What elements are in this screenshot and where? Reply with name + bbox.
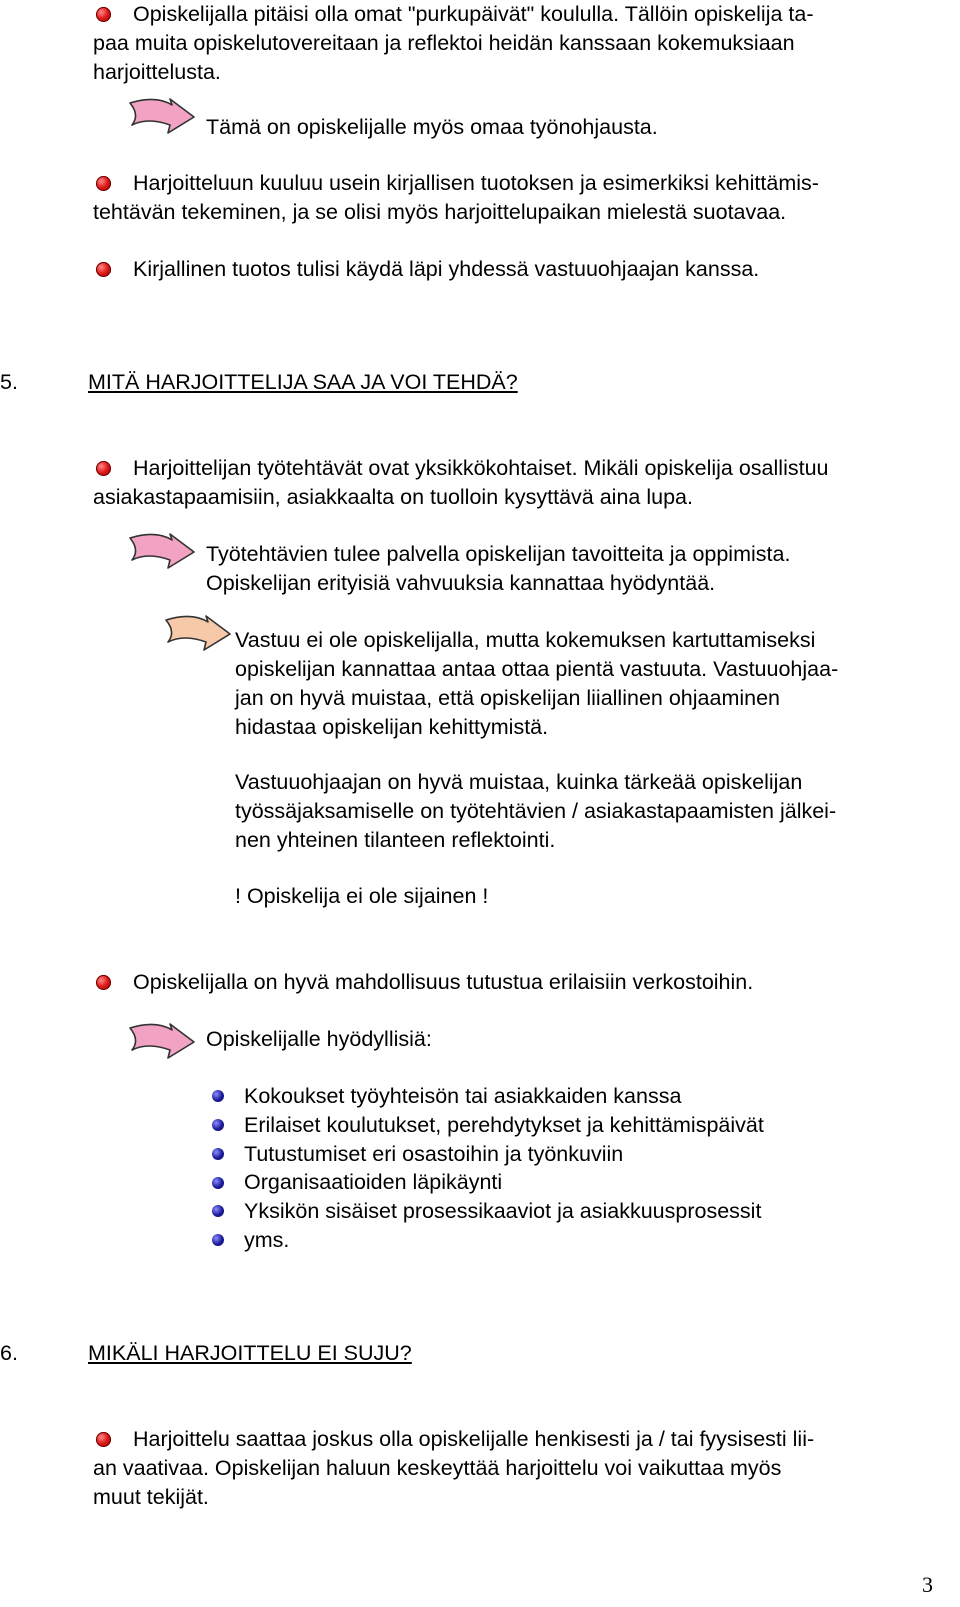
list-item: Organisaatioiden läpikäynti: [244, 1170, 503, 1194]
paragraph-reflektointi: Vastuuohjaajan on hyvä muistaa, kuinka tärkeää opiskelijan työssäjaksamiselle on työtehtävien / asiakastapaamisten jälkei- nen yhteinen tilanteen reflektointi.: [235, 770, 837, 852]
section-6-number: 6.: [0, 1341, 18, 1365]
list-item: Erilaiset koulutukset, perehdytykset ja kehittämispäivät: [244, 1113, 764, 1137]
list-item: Yksikön sisäiset prosessikaaviot ja asiakkuusprosessit: [244, 1199, 762, 1223]
list-bullet-icon: [212, 1205, 224, 1217]
paragraph-tavoitteet: Työtehtävien tulee palvella opiskelijan tavoitteita ja oppimista. Opiskelijan erityisiä vahvuuksia kannattaa hyödyntää.: [206, 542, 791, 595]
list-bullet-icon: [212, 1177, 224, 1189]
list-bullet-icon: [212, 1234, 224, 1246]
page-number: 3: [922, 1572, 933, 1597]
paragraph-ei-sijainen: ! Opiskelija ei ole sijainen !: [235, 884, 489, 908]
paragraph-purkupaivat: Opiskelijalla pitäisi olla omat "purkupäivät" koululla. Tällöin opiskelija ta- paa muita opiskelutovereitaan ja reflektoi heidän kanssaan kokemuksiaan harjoittelusta.: [93, 2, 814, 84]
bullet-icon: [96, 975, 111, 990]
curved-arrow-icon: [126, 95, 198, 139]
section-6-title: MIKÄLI HARJOITTELU EI SUJU?: [88, 1341, 412, 1365]
section-5-number: 5.: [0, 370, 18, 394]
list-bullet-icon: [212, 1090, 224, 1102]
curved-arrow-icon: [162, 612, 234, 656]
list-item: Tutustumiset eri osastoihin ja työnkuviin: [244, 1142, 624, 1166]
list-bullet-icon: [212, 1148, 224, 1160]
list-item: Kokoukset työyhteisön tai asiakkaiden kanssa: [244, 1084, 682, 1108]
list-item: yms.: [244, 1228, 290, 1252]
paragraph-vastuu: Vastuu ei ole opiskelijalla, mutta kokemuksen kartuttamiseksi opiskelijan kannattaa antaa ottaa pientä vastuuta. Vastuuohjaa- jan on hyvä muistaa, että opiskelijan liiallinen ohjaaminen hidastaa opiskelijan kehittymistä.: [235, 628, 839, 739]
bullet-icon: [96, 262, 111, 277]
paragraph-kirjallinen-tuotos: Harjoitteluun kuuluu usein kirjallisen tuotoksen ja esimerkiksi kehittämis- tehtävän tekeminen, ja se olisi myös harjoittelupaikan mielestä suotavaa.: [93, 171, 819, 224]
curved-arrow-icon: [126, 1020, 198, 1064]
list-bullet-icon: [212, 1119, 224, 1131]
paragraph-kayda-lapi: Kirjallinen tuotos tulisi käydä läpi yhdessä vastuuohjaajan kanssa.: [133, 257, 760, 281]
paragraph-tyotehtavat: Harjoittelijan työtehtävät ovat yksikkökohtaiset. Mikäli opiskelija osallistuu asiakastapaamisiin, asiakkaalta on tuolloin kysyttävä aina lupa.: [93, 456, 829, 509]
section-5-title: MITÄ HARJOITTELIJA SAA JA VOI TEHDÄ?: [88, 370, 518, 394]
paragraph-hyodyllisia: Opiskelijalle hyödyllisiä:: [206, 1027, 432, 1051]
paragraph-verkostot: Opiskelijalla on hyvä mahdollisuus tutustua erilaisiin verkostoihin.: [133, 970, 754, 994]
curved-arrow-icon: [126, 530, 198, 574]
paragraph-tyonohjaus: Tämä on opiskelijalle myös omaa työnohjausta.: [206, 115, 658, 139]
paragraph-keskeytys: Harjoittelu saattaa joskus olla opiskelijalle henkisesti ja / tai fyysisesti lii- an vaativaa. Opiskelijan haluun keskeyttää harjoittelu voi vaikuttaa myös muut tekijät.: [93, 1427, 815, 1509]
